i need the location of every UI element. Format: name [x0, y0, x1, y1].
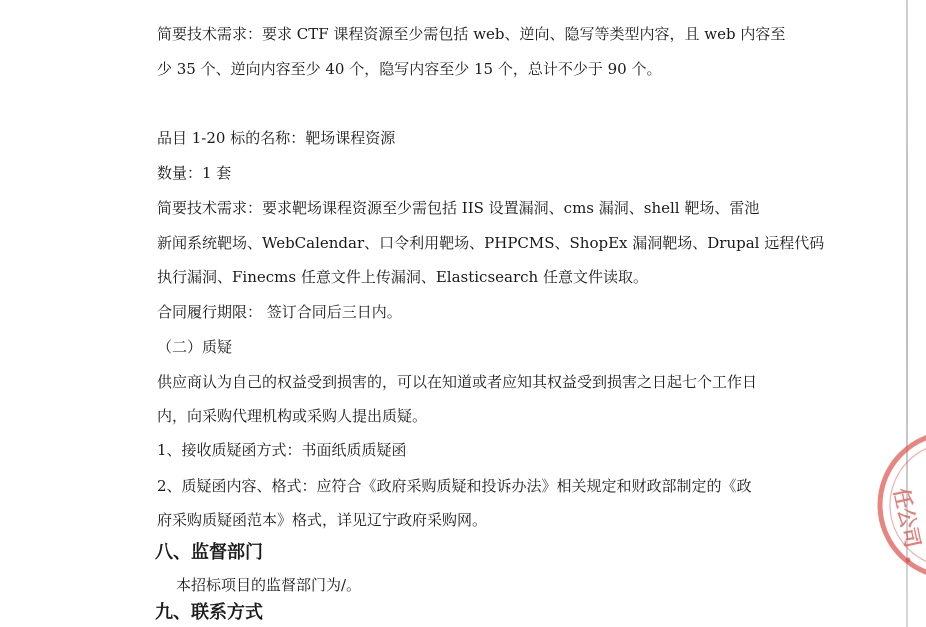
range-requirement-line-3: 执行漏洞、Finecms 任意文件上传漏洞、Elasticsearch 任意文件读取。 — [157, 268, 648, 286]
ctf-requirement-line-1: 简要技术需求：要求 CTF 课程资源至少需包括 web、逆向、隐写等类型内容，且 web 内容至 — [157, 25, 786, 43]
query-paragraph-line-2: 内，向采购代理机构或采购人提出质疑。 — [157, 407, 428, 425]
query-format-line-2: 府采购质疑函范本》格式，详见辽宁政府采购网。 — [157, 511, 488, 529]
company-seal-stamp — [860, 420, 926, 600]
query-paragraph-line-1: 供应商认为自己的权益受到损害的，可以在知道或者应知其权益受到损害之日起七个工作日 — [157, 373, 758, 391]
ctf-requirement-line-2: 少 35 个、逆向内容至少 40 个，隐写内容至少 15 个，总计不少于 90 个。 — [157, 60, 662, 78]
seal-dot — [906, 558, 911, 563]
quantity-line: 数量：1 套 — [157, 164, 232, 182]
query-subheading: （二）质疑 — [157, 338, 233, 356]
item-name-line: 品目 1-20 标的名称：靶场课程资源 — [157, 129, 396, 147]
contract-period-line: 合同履行期限： 签订合同后三日内。 — [157, 303, 402, 321]
section-9-heading: 九、联系方式 — [155, 602, 263, 623]
section-8-body: 本招标项目的监督部门为/。 — [176, 576, 362, 594]
seal-text: 任公司 — [889, 486, 926, 550]
range-requirement-line-1: 简要技术需求：要求靶场课程资源至少需包括 IIS 设置漏洞、cms 漏洞、shell 靶场、雷池 — [157, 199, 760, 217]
section-8-heading: 八、监督部门 — [155, 542, 263, 563]
range-requirement-line-2: 新闻系统靶场、WebCalendar、口令利用靶场、PHPCMS、ShopEx 漏洞靶场、Drupal 远程代码 — [157, 234, 825, 252]
query-method-line: 1、接收质疑函方式：书面纸质质疑函 — [157, 441, 407, 459]
query-format-line-1: 2、质疑函内容、格式：应符合《政府采购质疑和投诉办法》相关规定和财政部制定的《政 — [157, 477, 752, 495]
